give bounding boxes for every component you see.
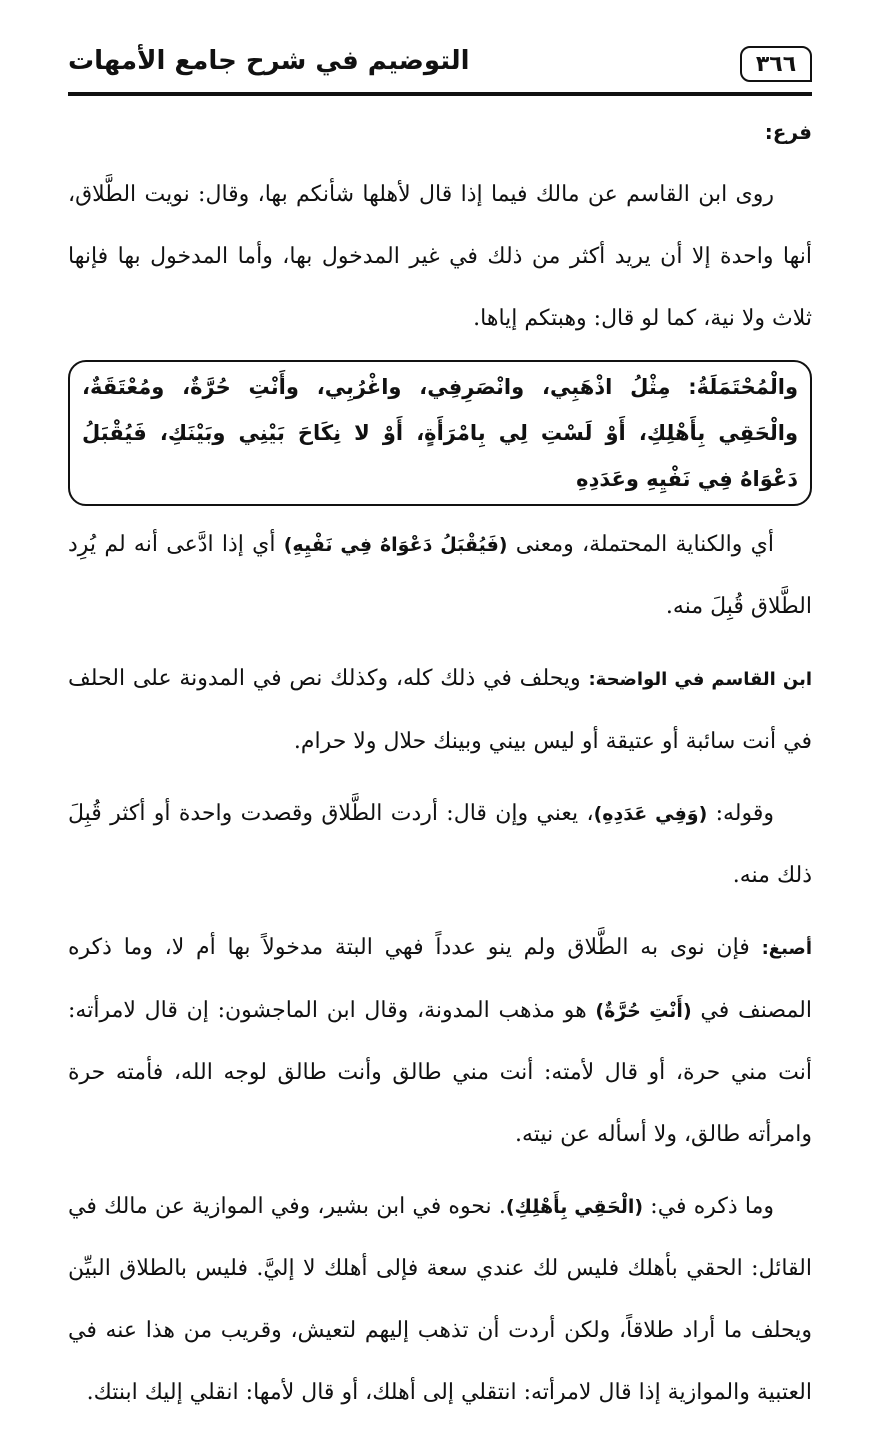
paragraph-5-quote: (أَنْتِ حُرَّةٌ) bbox=[595, 1000, 692, 1022]
paragraph-6-before: وما ذكره في: bbox=[643, 1194, 774, 1219]
paragraph-4 bbox=[68, 783, 812, 907]
running-title: التوضيم في شرح جامع الأمهات bbox=[68, 46, 470, 76]
paragraph-6 bbox=[68, 1176, 812, 1424]
paragraph-2 bbox=[68, 514, 812, 638]
paragraph-5-text-2: هو مذهب المدونة، وقال ابن الماجشون: إن قال لامرأته: أنت مني حرة، أو قال لأمته: أنت مني طالق وأنت طالق لوجه الله، فأمته حرة وامرأته طالق، ولا أسأله عن نيته. bbox=[68, 998, 812, 1147]
paragraph-6-after: . نحوه في ابن بشير، وفي الموازية عن مالك في القائل: الحقي بأهلك فليس لك عندي سعة فإلى أهلك لا إليَّ. فليس بالطلاق البيِّن ويحلف ما أراد طلاقاً، ولكن أردت أن تذهب إليهم لتعيش، وقريب من هذا عنه في العتبية والموازية إذا قال لامرأته: انتقلي إلى أهلك، أو قال لأمها: انقلي إليك ابنتك. bbox=[68, 1194, 812, 1405]
paragraph-3 bbox=[68, 648, 812, 773]
paragraph-3-text: ويحلف في ذلك كله، وكذلك نص في المدونة على الحلف في أنت سائبة أو عتيقة أو ليس بيني وبينك حلال ولا حرام. bbox=[68, 666, 812, 754]
paragraph-2-quote: (فَيُقْبَلُ دَعْوَاهُ فِي نَفْيِهِ) bbox=[283, 534, 508, 556]
page-number: ٣٦٦ bbox=[740, 46, 812, 82]
page-body bbox=[68, 112, 812, 1434]
paragraph-4-before: وقوله: bbox=[707, 801, 774, 826]
matn-text-box: والْمُحْتَمَلَةُ: مِثْلُ اذْهَبِي، وانْصَرِفِي، واغْرُبِي، وأَنْتِ حُرَّةٌ، ومُعْتَقَةٌ، والْحَقِي بِأَهْلِكِ، أَوْ لَسْتِ لِي بِامْرَأَةٍ، أَوْ لا نِكَاحَ بَيْنِي وبَيْنَكِ، فَيُقْبَلُ دَعْوَاهُ فِي نَفْيِهِ وعَدَدِهِ bbox=[68, 360, 812, 506]
paragraph-5-text-1: فإن نوى به الطَّلاق ولم ينو عدداً فهي البتة مدخولاً بها أم لا، وما ذكره المصنف في bbox=[68, 935, 812, 1023]
paragraph-4-quote: (وَفِي عَدَدِهِ) bbox=[593, 803, 708, 825]
paragraph-4-after: ، يعني وإن قال: أردت الطَّلاق وقصدت واحدة أو أكثر قُبِلَ ذلك منه. bbox=[68, 801, 812, 888]
page-header bbox=[68, 38, 812, 96]
paragraph-5-lead: أصبغ: bbox=[761, 938, 812, 959]
paragraph-1: روى ابن القاسم عن مالك فيما إذا قال لأهلها شأنكم بها، وقال: نويت الطَّلاق، أنها واحدة إلا أن يريد أكثر من ذلك في غير المدخول بها، وأما المدخول بها فإنها ثلاث ولا نية، كما لو قال: وهبتكم إياها. bbox=[68, 182, 812, 331]
paragraph-2-after: أي إذا ادَّعى أنه لم يُرِد الطَّلاق قُبِلَ منه. bbox=[68, 532, 812, 619]
header-rule bbox=[68, 92, 812, 96]
paragraph-5 bbox=[68, 917, 812, 1166]
paragraph-3-lead: ابن القاسم في الواضحة: bbox=[588, 669, 813, 690]
paragraph-2-before: أي والكناية المحتملة، ومعنى bbox=[507, 532, 774, 557]
section-label: فرع: bbox=[764, 120, 812, 144]
paragraph-6-quote: (الْحَقِي بِأَهْلِكِ) bbox=[505, 1196, 644, 1218]
